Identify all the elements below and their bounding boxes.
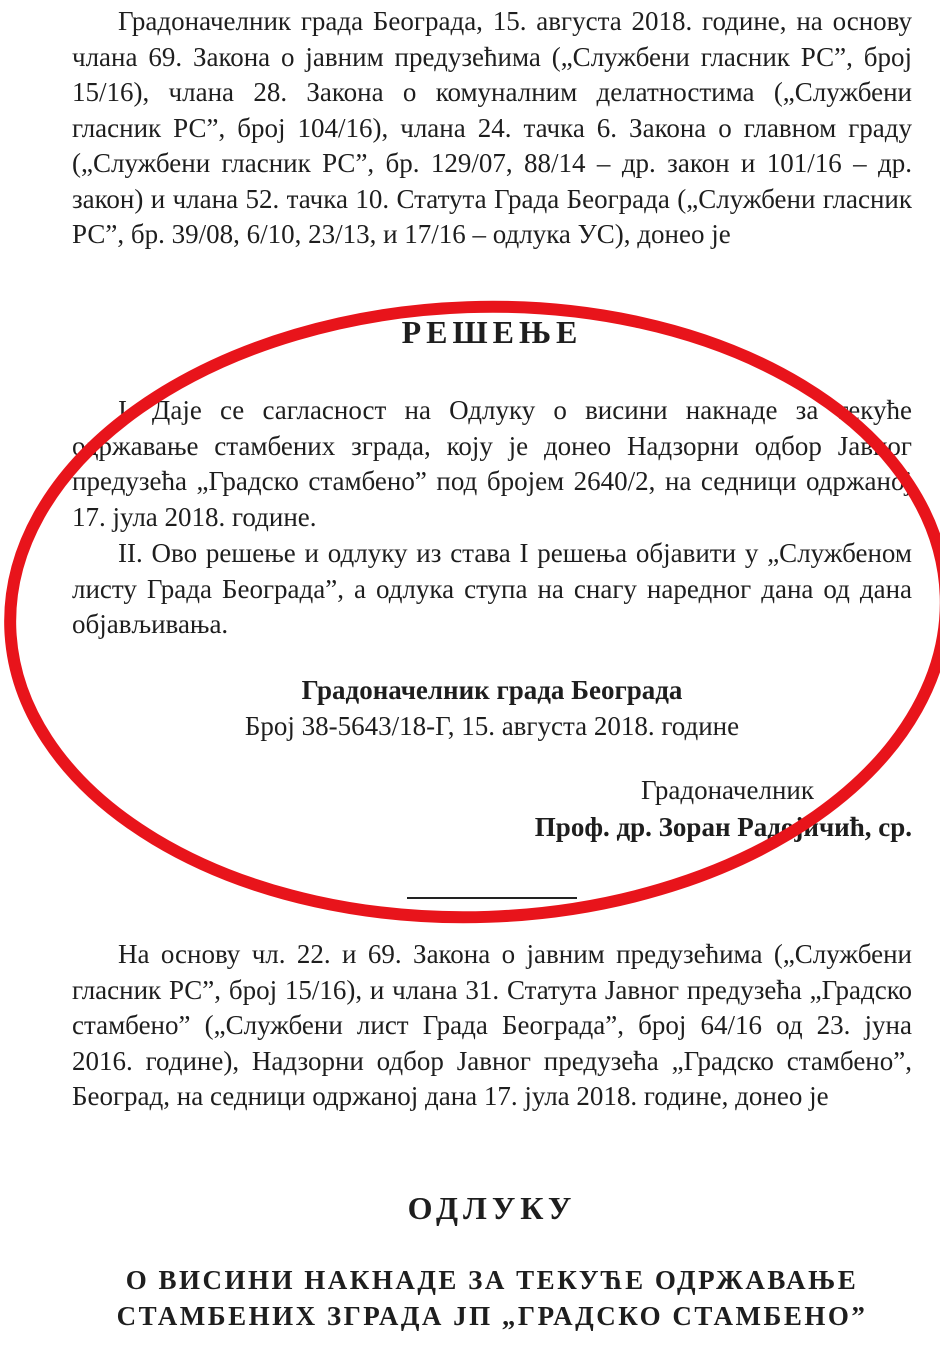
- ordinance-subtitle-line-2: СТАМБЕНИХ ЗГРАДА ЈП „ГРАДСКО СТАМБЕНО”: [116, 1301, 868, 1331]
- section-divider: [407, 897, 577, 899]
- decision-item-1: I. Даје се сагласност на Одлуку о висини накнаде за текуће одржавање стамбених зграда, коју је донео Надзорни одбор Јавног предузећа „Градско стамбено” под бројем 2640/2, на седници одржаној 17. јула 2018. године.: [72, 395, 912, 532]
- ordinance-subtitle: [72, 1262, 912, 1334]
- signature-name: Проф. др. Зоран Радојичић, ср.: [534, 812, 912, 842]
- issuer-title: Градоначелник града Београда: [301, 675, 683, 705]
- ordinance-subtitle-line-1: О ВИСИНИ НАКНАДЕ ЗА ТЕКУЋЕ ОДРЖАВАЊЕ: [125, 1265, 859, 1295]
- signature-role: Градоначелник: [640, 775, 814, 805]
- decision-item-2: II. Ово решење и одлуку из става I решења објавити у „Службеном листу Града Београда”, а одлука ступа на снагу наредног дана од дана објављивања.: [72, 538, 912, 639]
- intro-paragraph: Градоначелник града Београда, 15. августа 2018. године, на основу члана 69. Закона о јавним предузећима („Службени гласник РС”, број 15/16), члана 28. Закона о комуналним делатностима („Службени гласник РС”, број 104/16), члана 24. тачка 6. Закона о главном граду („Службени гласник РС”, бр. 129/07, 88/14 – др. закон и 101/16 – др. закон) и члана 52. тачка 10. Статута Града Београда („Службени гласник РС”, бр. 39/08, 6/10, 23/13, и 17/16 – одлука УС), донео је: [72, 6, 912, 249]
- basis-paragraph: На основу чл. 22. и 69. Закона о јавним предузећима („Службени гласник РС”, број 15/16), и члана 31. Статута Јавног предузећа „Градско стамбено” („Службени лист Града Београда”, број 64/16 од 23. јуна 2016. године), Надзорни одбор Јавног предузећа „Градско стамбено”, Београд, на седници одржаној дана 17. јула 2018. године, донео је: [72, 939, 912, 1111]
- decision-heading: РЕШЕЊЕ: [401, 314, 583, 350]
- ordinance-heading: ОДЛУКУ: [407, 1190, 577, 1226]
- issuer-number: Број 38-5643/18-Г, 15. августа 2018. године: [244, 711, 740, 741]
